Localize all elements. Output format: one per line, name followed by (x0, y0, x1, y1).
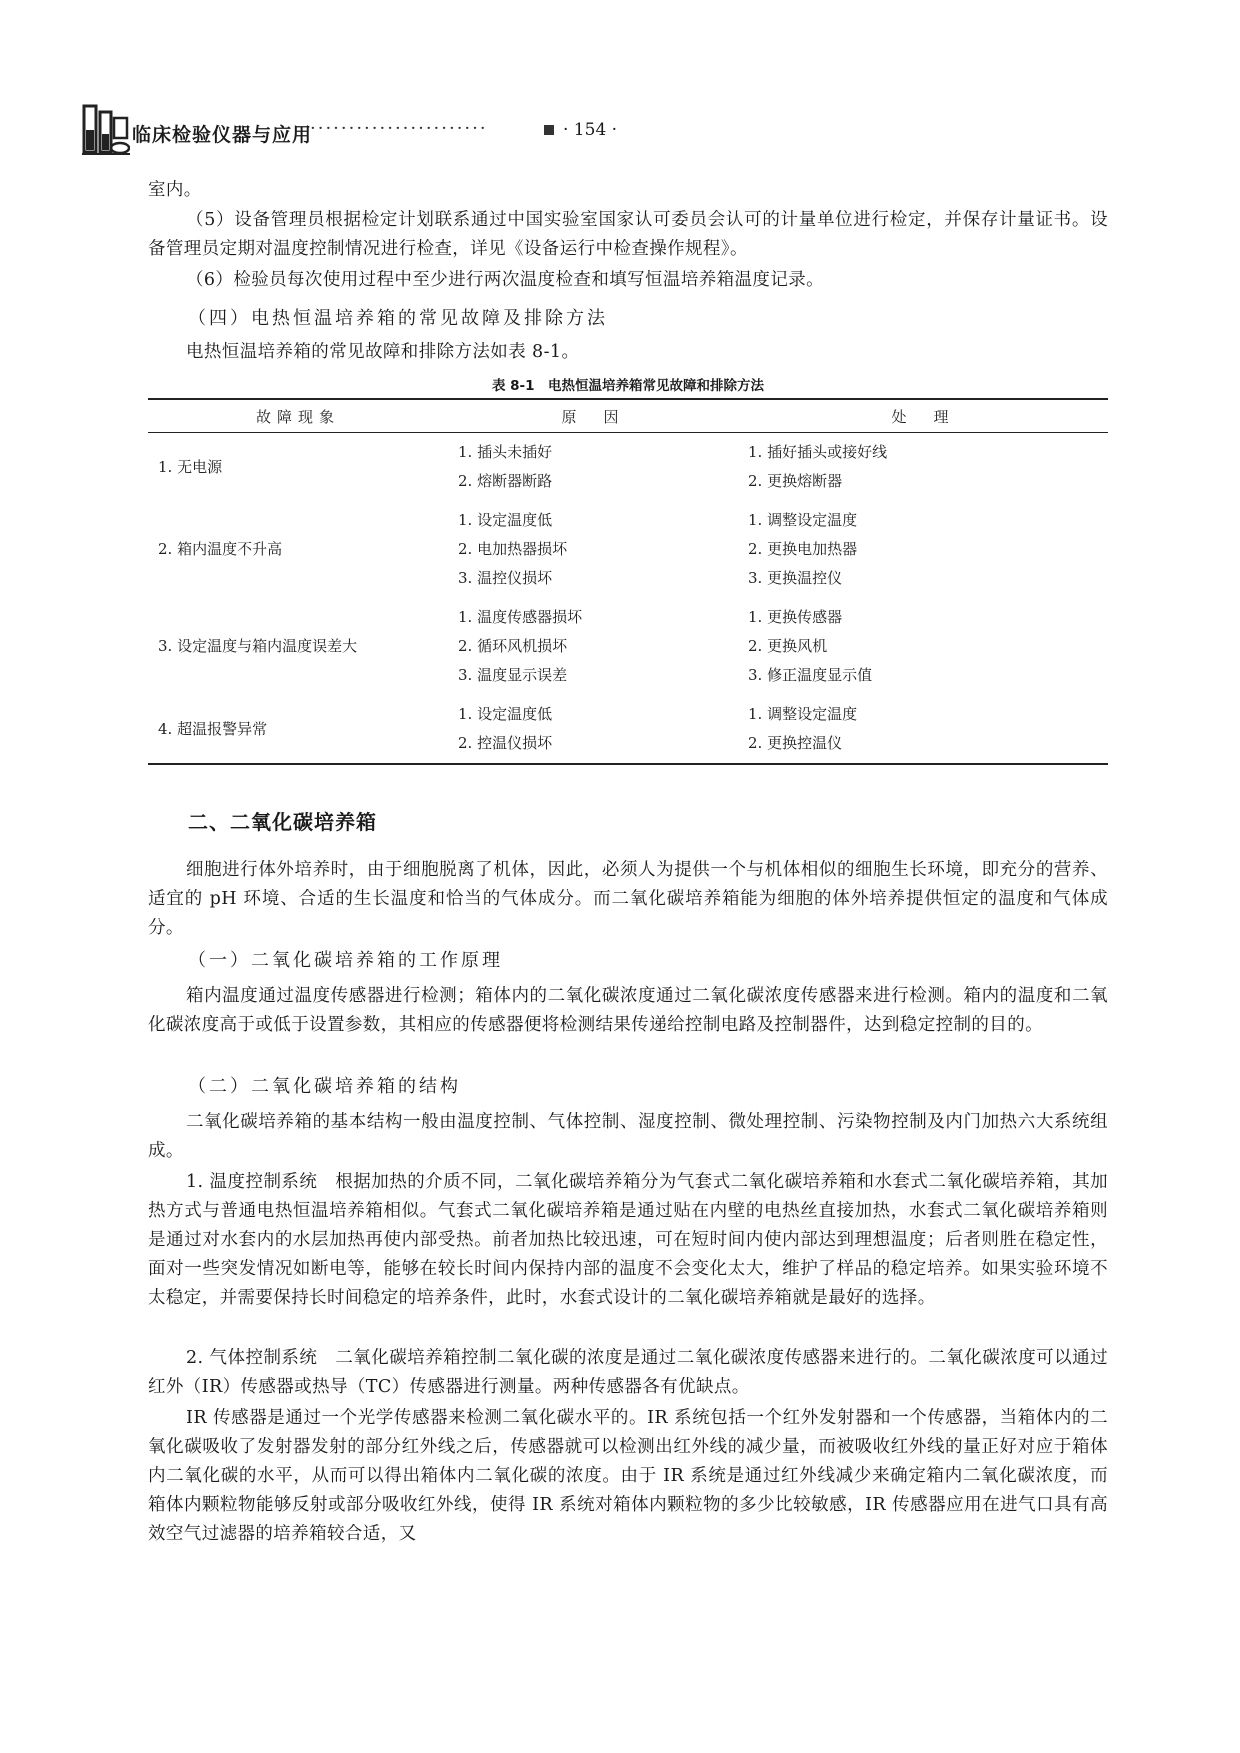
cause-line: 1. 插头未插好 (458, 443, 553, 461)
paragraph-structure: 二氧化碳培养箱的基本结构一般由温度控制、气体控制、湿度控制、微处理控制、污染物控制及内门加热六大系统组成。 (148, 1112, 1108, 1161)
fix-line: 1. 更换传感器 (748, 608, 843, 626)
subheading-faults: （四）电热恒温培养箱的常见故障及排除方法 (188, 308, 608, 329)
cause-line: 1. 设定温度低 (458, 705, 553, 723)
page-number: · 154 · (563, 120, 618, 140)
cause-line: 2. 电加热器损坏 (458, 540, 568, 558)
fault-cause-cell (448, 501, 738, 598)
fault-cause-cell (448, 598, 738, 695)
fix-line: 1. 调整设定温度 (748, 511, 858, 529)
table-row (148, 433, 1108, 502)
fix-line: 2. 更换控温仪 (748, 734, 843, 752)
fix-line: 2. 更换熔断器 (748, 472, 843, 490)
header-square-mark (544, 125, 554, 135)
running-header (82, 104, 1082, 160)
fault-fix-cell (738, 598, 1108, 695)
cause-line: 3. 温控仪损坏 (458, 569, 553, 587)
paragraph-intro-co2: 细胞进行体外培养时，由于细胞脱离了机体，因此，必须人为提供一个与机体相似的细胞生长环境，即充分的营养、适宜的 pH 环境、合适的生长温度和恰当的气体成分。而二氧化碳培养箱能为细胞的体外培养提供恒定的温度和气体成分。 (148, 860, 1108, 938)
fix-line: 1. 插好插头或接好线 (748, 443, 888, 461)
fix-line: 1. 调整设定温度 (748, 705, 858, 723)
fault-symptom-cell: 4. 超温报警异常 (148, 695, 448, 764)
column-header-symptom: 故障现象 (148, 399, 448, 433)
table-row (148, 598, 1108, 695)
table-header-row (148, 399, 1108, 433)
column-header-cause: 原 因 (448, 399, 738, 433)
paragraph-ir-sensor: IR 传感器是通过一个光学传感器来检测二氧化碳水平的。IR 系统包括一个红外发射器和一个传感器，当箱体内的二氧化碳吸收了发射器发射的部分红外线之后，传感器就可以检测出红外线的减少量，而被吸收红外线的量正好对应于箱体内二氧化碳的水平，从而可以得出箱体内二氧化碳的浓度。由于 IR 系统是通过红外线减少来确定箱内二氧化碳浓度，而箱体内颗粒物能够反射或部分吸收红外线，使得 IR 系统对箱体内颗粒物的多少比较敏感，IR 传感器应用在进气口具有高效空气过滤器的培养箱较合适，又 (148, 1408, 1108, 1544)
cause-line: 2. 控温仪损坏 (458, 734, 553, 752)
table-row (148, 695, 1108, 764)
fault-fix-cell (738, 695, 1108, 764)
fault-symptom-cell: 1. 无电源 (158, 457, 223, 476)
cause-line: 1. 设定温度低 (458, 511, 553, 529)
paragraph-principle: 箱内温度通过温度传感器进行检测；箱体内的二氧化碳浓度通过二氧化碳浓度传感器来进行检测。箱内的温度和二氧化碳浓度高于或低于设置参数，其相应的传感器便将检测结果传递给控制电路及控制器件，达到稳定控制的目的。 (148, 986, 1108, 1035)
lab-tubes-icon (82, 104, 130, 156)
paragraph-item-6: （6）检验员每次使用过程中至少进行两次温度检查和填写恒温培养箱温度记录。 (186, 270, 825, 290)
subheading-structure: （二）二氧化碳培养箱的结构 (188, 1076, 461, 1097)
book-title: 临床检验仪器与应用 (132, 124, 313, 146)
paragraph-temperature-control: 1. 温度控制系统 根据加热的介质不同，二氧化碳培养箱分为气套式二氧化碳培养箱和水套式二氧化碳培养箱，其加热方式与普通电热恒温培养箱相似。气套式二氧化碳培养箱是通过贴在内壁的电热丝直接加热，水套式二氧化碳培养箱则是通过对水套内的水层加热再使内部受热。前者加热比较迅速，可在短时间内使内部达到理想温度；后者则胜在稳定性，面对一些突发情况如断电等，能够在较长时间内保持内部的温度不会变化太大，维护了样品的稳定培养。如果实验环境不太稳定，并需要保持长时间稳定的培养条件，此时，水套式设计的二氧化碳培养箱就是最好的选择。 (148, 1172, 1108, 1308)
subheading-principle: （一）二氧化碳培养箱的工作原理 (188, 950, 503, 971)
cause-line: 3. 温度显示误差 (458, 666, 568, 684)
cause-line: 2. 熔断器断路 (458, 472, 553, 490)
paragraph-item-5: （5）设备管理员根据检定计划联系通过中国实验室国家认可委员会认可的计量单位进行检定，并保存计量证书。设备管理员定期对温度控制情况进行检查，详见《设备运行中检查操作规程》。 (148, 210, 1108, 259)
fault-table (148, 398, 1108, 765)
column-header-fix: 处 理 (738, 399, 1108, 433)
fault-fix-cell (738, 433, 1108, 502)
fault-fix-cell (738, 501, 1108, 598)
paragraph-continuation: 室内。 (148, 180, 202, 200)
cause-line: 2. 循环风机损坏 (458, 637, 568, 655)
fault-symptom-cell: 2. 箱内温度不升高 (158, 540, 283, 558)
paragraph-table-intro: 电热恒温培养箱的常见故障和排除方法如表 8-1。 (186, 342, 580, 362)
paragraph-gas-control: 2. 气体控制系统 二氧化碳培养箱控制二氧化碳的浓度是通过二氧化碳浓度传感器来进行的。二氧化碳浓度可以通过红外（IR）传感器或热导（TC）传感器进行测量。两种传感器各有优缺点。 (148, 1348, 1108, 1397)
cause-line: 1. 温度传感器损坏 (458, 608, 583, 626)
header-dot-leader: ······················· (310, 118, 488, 139)
fix-line: 3. 修正温度显示值 (748, 666, 873, 684)
fix-line: 2. 更换风机 (748, 637, 828, 655)
fault-cause-cell (448, 433, 738, 502)
table-caption: 表 8-1 电热恒温培养箱常见故障和排除方法 (491, 378, 765, 394)
section-title: 二、二氧化碳培养箱 (188, 810, 377, 834)
fault-symptom-cell: 3. 设定温度与箱内温度误差大 (158, 637, 358, 655)
fault-cause-cell (448, 695, 738, 764)
fix-line: 3. 更换温控仪 (748, 569, 843, 587)
fix-line: 2. 更换电加热器 (748, 540, 858, 558)
table-row (148, 501, 1108, 598)
